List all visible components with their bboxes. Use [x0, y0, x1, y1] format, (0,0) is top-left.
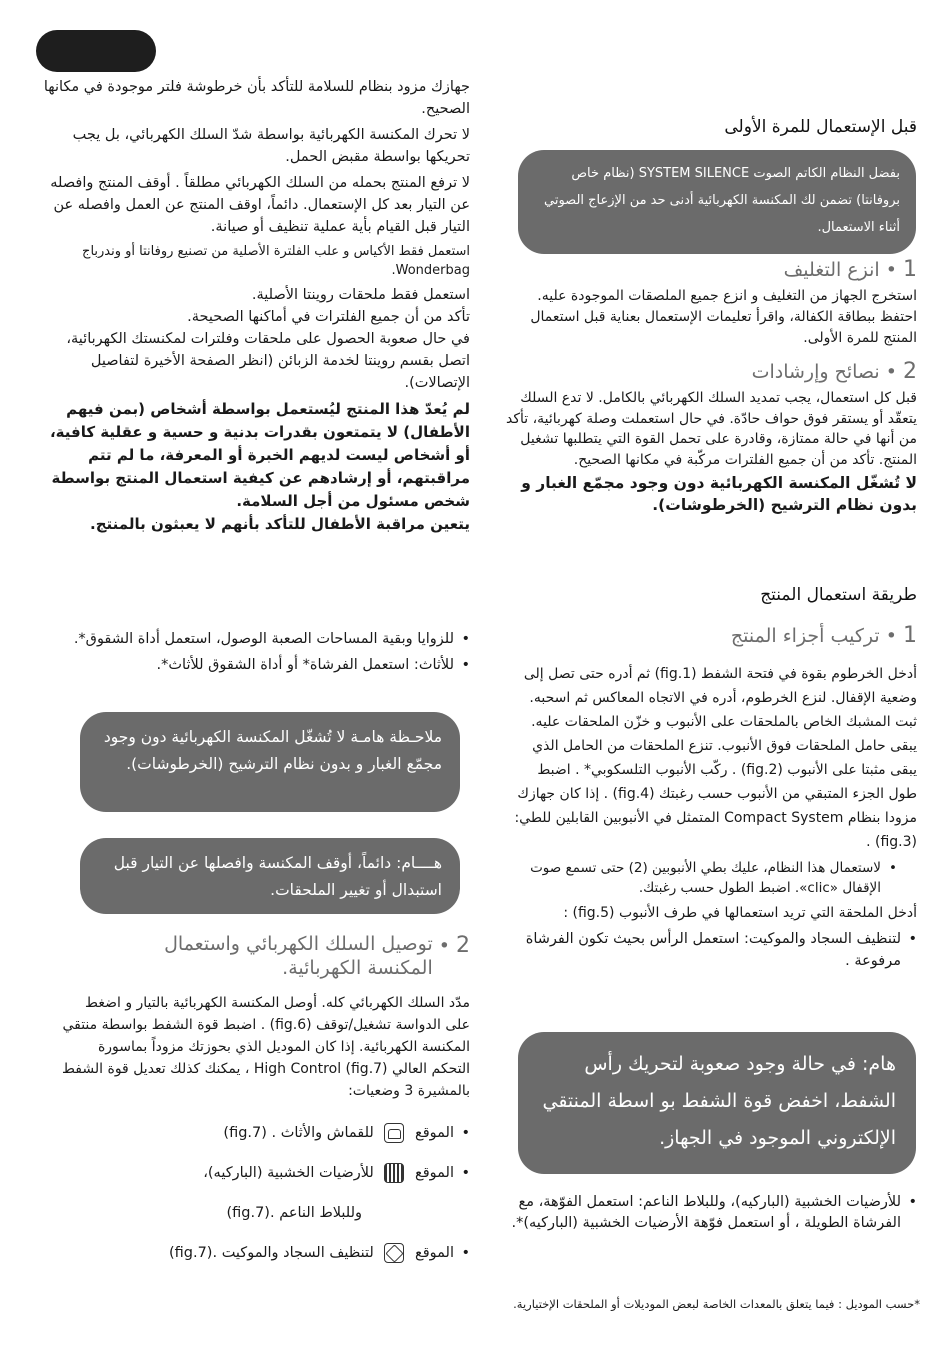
- accessory-paragraph: في حال صعوبة الحصول على ملحقات وفلترات لمكنستك الكهربائية، اتصل بقسم روينتا لخدمة الزبائن (انظر الصفحة الأخيرة لتفاصيل الإتصالات).: [66, 331, 470, 391]
- step2-body: [505, 388, 917, 520]
- position-use: للأرضيات الخشبية (الباركيه)،: [203, 1165, 374, 1181]
- section-title: طريقة استعمال المنتج: [760, 585, 917, 605]
- assembly-text: أدخل الخرطوم بقوة في فتحة الشفط (fig.1) ثم أدره حتى تصل إلى وضعية الإقفال. لنزع الخرطوم، أدره في الاتجاه المعاكس ثم اسحبه. ثبت المشبك الخاص بالملحقات على الأنبوب و خزّن الملحقات عليه. يبقى حامل الملحقات فوق الأنبوب. تنزع الملحقات من الحامل الذي يبقى مثبتا على الأنبوب (fig.2) . ركّب الأنبوب التلسكوبي* . اضبط طول الجزء المتبقي من الأنبوب حسب رغبتك (fig.4) . إذا كان جهازك مزودا بنظام Compact System المتمثل في الأنبوبين القابلين للطي: (fig.3) .: [514, 666, 917, 850]
- usage-heading: [505, 582, 917, 608]
- position-use: وللبلاط الناعم: [279, 1205, 362, 1221]
- step-title: انزع التغليف: [783, 259, 880, 281]
- step-title: تركيب أجزاء المنتج: [730, 625, 880, 647]
- left-bullets: [60, 628, 470, 680]
- warning-note-text: هــــام: دائماً، أوقف المكنسة وافصلها عن التيار قبل استبدال أو تغيير الملحقات.: [113, 854, 442, 899]
- bag-note: استعمل فقط الأكياس و علب الفلترة الأصلية من تصنيع روفانتا أو وندرباج Wonderbag.: [82, 244, 470, 278]
- step-number: 1: [903, 623, 917, 648]
- suction-warning-text: هام: في حالة وجود صعوبة لتحريك رأس الشفط، اخفض قوة الشفط بو اسطة المنتقي الإلكتروني الموجود في الجهاز.: [542, 1053, 896, 1149]
- assembly-heading: 1 • تركيب أجزاء المنتج: [730, 623, 917, 648]
- position-label: الموقع: [415, 1125, 454, 1141]
- step-title: نصائح وإرشادات: [751, 361, 880, 383]
- safety-warning: لم يُعدّ هذا المنتج ليُستعمل بواسطة أشخاص (بمن فيهم الأطفال) لا يتمتعون بقدرات بدنية و حسية و عقلية كافية، أو أشخاص ليست لديهم الخبرة أو المعرفة، ما لم تتم مراقبتهم، أو إرشادهم عن كيفية استعمال المنتج بواسطة شخص مسئول من أجل السلامة.: [49, 400, 470, 510]
- step-title: توصيل السلك الكهربائي واستعمال المكنسة الكهربائية.: [164, 933, 433, 979]
- step-number: 1: [903, 257, 917, 282]
- position-use: لتنظيف السجاد والموكيت: [221, 1245, 374, 1261]
- intro-paragraph: لا تحرك المكنسة الكهربائية بواسطة شدّ السلك الكهربائي، بل يجب تحريكها بواسطة مقبض الحمل.: [72, 127, 470, 165]
- figure-ref: (fig.7) .: [223, 1125, 277, 1141]
- step2-text: قبل كل استعمال، يجب تمديد السلك الكهربائي بالكامل. لا تدع السلك يتعقّد أو يستقر فوق حواف حادّة. في حال استعملت وصلة كهربائية، تأكد من أنها في حالة ممتازة، وقادرة على تحمل القوة التي يتطلبها تشغيل المنتج. تأكد من أن جميع الفلترات مركّبة في مكانها الصحيح.: [506, 390, 917, 468]
- step1-body: [505, 286, 917, 353]
- warning-note-box: [80, 838, 460, 914]
- suction-warning-box: [518, 1032, 916, 1174]
- position-label: الموقع: [415, 1245, 454, 1261]
- parquet-icon: [384, 1163, 404, 1183]
- step2-heading: 2 • نصائح وإرشادات: [751, 359, 917, 384]
- footnote: *حسب الموديل : فيما يتعلق بالمعدات الخاصة لبعض الموديلات أو الملحقات الإختيارية.: [513, 1297, 920, 1311]
- page-tab-marker: [36, 30, 156, 72]
- left-step2-heading: توصيل السلك الكهربائي واستعمال المكنسة الكهربائية. 2 •: [120, 932, 470, 980]
- first-use-heading: [505, 114, 917, 140]
- carpet-icon: [384, 1243, 404, 1263]
- section-title: قبل الإستعمال للمرة الأولى: [724, 117, 917, 137]
- figure-ref: (fig.7).: [226, 1205, 275, 1221]
- carpet-bullet: • لتنظيف السجاد والموكيت: استعمل الرأس بحيث تكون الفرشاة مرفوعة .: [505, 928, 917, 972]
- left-step2-body: [60, 992, 470, 1106]
- position-row: [100, 1238, 470, 1278]
- left-column: [40, 76, 470, 540]
- sofa-icon: [384, 1123, 404, 1143]
- parquet-note: [505, 1192, 917, 1238]
- children-note: يتعين مراقبة الأطفال للتأكد بأنهم لا يعبثون بالمنتج.: [90, 515, 470, 533]
- bullet-item: • للزوايا وبقية المساحات الصعبة الوصول، استعمل أداة الشقوق*.: [60, 628, 470, 650]
- silence-system-text: بفضل النظام الكاتم الصوت SYSTEM SILENCE (نظام خاص بروفانتا) تضمن لك المكنسة الكهربائية أدنى حد من الإزعاج الصوتي أثناء الاستعمال.: [544, 166, 900, 235]
- assembly-body: [505, 662, 917, 976]
- position-row: [100, 1198, 470, 1238]
- step-number: 2: [903, 359, 917, 384]
- step2-body: مدّد السلك الكهربائي كله. أوصل المكنسة الكهربائية بالتيار و اضغط على الدواسة تشغيل/توقف (fig.6) . اضبط قوة الشفط بواسطة منتقي المكنسة الكهربائية. إذا كان الموديل الذي بحوزتك مزوداً بماسورة التحكم العالي High Control (fig.7) ، يمكنك كذلك تعديل قوة الشفط بالمشيرة 3 وضعيات:: [62, 995, 470, 1099]
- intro-paragraph: جهازك مزود بنظام للسلامة للتأكد بأن خرطوشة فلتر موجودة في مكانها الصحيح.: [43, 79, 470, 117]
- accessory-paragraph: تأكد من أن جميع الفلترات في أماكنها الصحيحة.: [187, 309, 470, 325]
- step2-warning: لا تُشغّل المكنسة الكهربائية دون وجود مجمّع الغبار و بدون نظام الترشيح (الخرطوشات).: [521, 474, 917, 514]
- accessory-paragraph: استعمل فقط ملحقات روينتا الأصلية.: [251, 287, 470, 303]
- step1-text: استخرج الجهاز من التغليف و انزع جميع الملصقات الموجودة عليه. احتفظ ببطاقة الكفالة، واقرأ تعليمات الإستعمال بعناية قبل استعمال المنتج للمرة الأولى.: [530, 288, 917, 346]
- position-row: [100, 1158, 470, 1198]
- important-note-text: ملاحـظة هامـة لا تُشغّل المكنسة الكهربائية دون وجود مجمّع الغبار و بدون نظام الترشيح (الخرطوشات).: [103, 728, 442, 773]
- intro-paragraph: لا ترفع المنتج بحمله من السلك الكهربائي مطلقاً . أوقف المنتج وافصله عن التيار بعد كل الإستعمال. دائماً، اوقف المنتج عن العمل وافصله عن التيار قبل القيام بأية عملية تنظيف أو صيانة.: [50, 175, 470, 235]
- compact-system-bullet: • لاستعمال هذا النظام، عليك بطي الأنبوبين (2) حتى تسمع صوت الإقفال «clic». اضبط الطول حسب رغبتك.: [505, 858, 897, 898]
- position-label: الموقع: [415, 1165, 454, 1181]
- silence-system-box: [518, 150, 916, 254]
- suction-positions: [100, 1118, 470, 1278]
- figure-ref: (fig.7).: [168, 1245, 218, 1261]
- position-use: للقماش والأثاث: [280, 1125, 374, 1141]
- bullet-item: • للأثاث: استعمل الفرشاة* أو أداة الشقوق للأثاث*.: [60, 654, 470, 676]
- parquet-bullet: • للأرضيات الخشبية (الباركيه)، وللبلاط الناعم: استعمل الفوّهة، مع الفرشاة الطويلة ، أو استعمل فوّهة الأرضيات الخشبية (الباركيه)*.: [505, 1192, 917, 1234]
- position-row: [100, 1118, 470, 1158]
- step-number: 2: [456, 933, 470, 958]
- important-note-box: [80, 712, 460, 812]
- accessory-insert-text: أدخل الملحقة التي تريد استعمالها في طرف الأنبوب (fig.5) :: [563, 905, 917, 921]
- step1-heading: 1 • انزع التغليف: [783, 257, 917, 282]
